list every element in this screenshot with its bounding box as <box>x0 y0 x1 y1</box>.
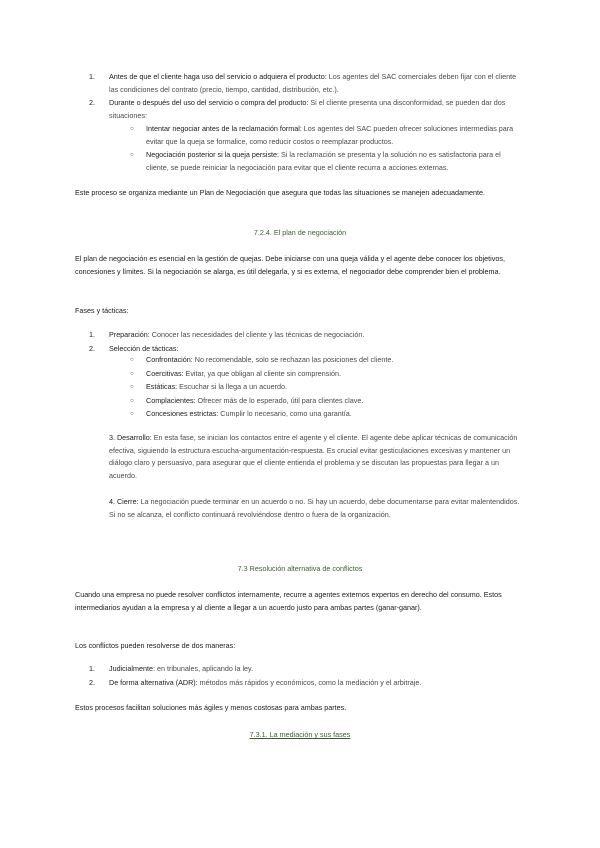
list-number: 1. <box>89 72 95 81</box>
plan-paragraph: Este proceso se organiza mediante un Plan de Negociación que asegura que todas las situaciones se manejen adecuadamente. <box>75 188 485 197</box>
ways-title: Los conflictos pueden resolverse de dos maneras: <box>75 641 236 650</box>
item-text: Los agentes del SAC pueden ofrecer soluciones intermedias para evitar que la queja se formalice, como reducir costos o reemplazar productos. <box>146 124 514 146</box>
item-text: Ofrecer más de lo esperado, útil para clientes clave. <box>195 395 364 405</box>
situations-list <box>75 71 525 122</box>
item-label: Preparación: <box>109 330 150 339</box>
phase-3-paragraph <box>109 432 525 482</box>
list-item <box>75 97 525 122</box>
list-number: 1. <box>89 330 95 339</box>
item-text: Conocer las necesidades del cliente y las técnicas de negociación. <box>149 330 365 339</box>
tactics-list <box>75 354 525 421</box>
list-item <box>75 408 525 421</box>
list-number: 2. <box>89 677 95 687</box>
list-number: 2. <box>89 98 95 108</box>
ways-list <box>75 663 525 689</box>
bullet-icon: ○ <box>130 370 134 377</box>
section-heading-7-2-4: 7.2.4. El plan de negociación <box>253 228 347 237</box>
item-text: Cumplir lo necesario, como una garantía. <box>218 409 352 419</box>
item-text: Evitar, ya que obligan al cliente sin comprensión. <box>183 368 341 378</box>
phase-4-text: La negociación puede terminar en un acuerdo o no. Si hay un acuerdo, debe documentarse para evitar malentendidos. Si no se alcanza, el conflicto continuará revolviéndose dentro o fuera de la organización. <box>109 497 520 519</box>
section-heading-7-3-1-text: 7.3.1. La mediación y sus fases <box>249 730 351 739</box>
list-item <box>75 395 525 408</box>
phase-4-paragraph <box>109 496 525 521</box>
phases-title: Fases y tácticas: <box>75 306 129 315</box>
item-label: Complacientes: <box>146 395 196 405</box>
item-text: métodos más rápidos y económicos, como la mediación y el arbitraje. <box>197 677 422 687</box>
item-label: Estáticas: <box>146 382 178 392</box>
item-label: Coercitivas: <box>146 368 184 378</box>
item-label: Durante o después del uso del servicio o compra del producto: <box>109 98 309 108</box>
bullet-icon: ○ <box>130 411 134 418</box>
list-item <box>75 368 525 381</box>
section-heading-7-3-1 <box>75 729 525 742</box>
item-text: Los agentes del SAC comerciales deben fijar con el cliente las condiciones del contrato (precio, tiempo, cantidad, distribución, etc.). <box>109 72 517 94</box>
item-text: en tribunales, aplicando la ley. <box>154 664 254 673</box>
phases-list <box>75 329 525 355</box>
item-text: No recomendable, solo se rechazan las posiciones del cliente. <box>192 355 394 364</box>
situations-sublist <box>75 123 525 174</box>
list-item <box>75 381 525 394</box>
phase-3-label: 3. Desarrollo: <box>109 433 152 442</box>
bullet-icon: ○ <box>130 397 134 404</box>
list-item <box>75 149 525 174</box>
adr-closing-paragraph: Estos procesos facilitan soluciones más ágiles y menos costosas para ambas partes. <box>75 703 347 712</box>
item-label: Negociación posterior si la queja persiste: <box>146 150 280 160</box>
list-item <box>75 354 525 367</box>
item-label: Judicialmente: <box>109 664 155 673</box>
plan-intro-paragraph: El plan de negociación es esencial en la gestión de quejas. Debe iniciarse con una queja válida y el agente debe conocer los objetivos, concesiones y límites. Si la negociación se alarga, es útil delegarla, y si es externa, el negociador debe comprender bien el problema. <box>75 254 505 276</box>
item-label: Selección de tácticas: <box>109 343 179 353</box>
item-label: Intentar negociar antes de la reclamación formal: <box>146 124 302 133</box>
list-number: 1. <box>89 664 95 673</box>
item-text: Escuchar si la llega a un acuerdo. <box>177 382 288 392</box>
list-number: 2. <box>89 343 95 353</box>
list-item <box>75 329 525 342</box>
bullet-icon: ○ <box>130 357 134 363</box>
list-item <box>75 71 525 96</box>
item-label: Confrontación: <box>146 355 193 364</box>
item-label: Antes de que el cliente haga uso del servicio o adquiera el producto: <box>109 72 327 81</box>
phase-3-text: En esta fase, se inician los contactos entre el agente y el cliente. El agente debe aplicar técnicas de comunicación efectiva, siguiendo la estructura escucha-argumentación-respuesta. Es crucial evitar gesticulaciones excesivas y mantener un diálogo claro y persuasivo, para asegurar que el cliente entienda el problema y se discutan las propuestas para llegar a un acuerdo. <box>109 433 518 480</box>
bullet-icon: ○ <box>130 126 134 132</box>
list-item <box>75 677 525 690</box>
phase-4-label: 4. Cierre: <box>109 497 139 506</box>
adr-intro-paragraph: Cuando una empresa no puede resolver conflictos internamente, recurre a agentes externos expertos en derecho del consumo. Estos intermediarios ayudan a la empresa y al cliente a llegar a un acuerdo justo para ambas partes (ganar-ganar). <box>75 590 502 612</box>
list-item <box>75 123 525 148</box>
item-text: Si la reclamación se presenta y la solución no es satisfactoria para el cliente, se puede reiniciar la negociación para evitar que el cliente recurra a acciones externas. <box>146 150 501 172</box>
bullet-icon: ○ <box>130 384 134 391</box>
item-label: De forma alternativa (ADR): <box>109 677 198 687</box>
item-label: Concesiones estrictas: <box>146 409 219 419</box>
list-item <box>75 663 525 676</box>
section-heading-7-3: 7.3 Resolución alternativa de conflictos <box>237 564 363 573</box>
item-text: Si el cliente presenta una disconformidad, se pueden dar dos situaciones: <box>109 98 506 120</box>
bullet-icon: ○ <box>130 152 134 159</box>
